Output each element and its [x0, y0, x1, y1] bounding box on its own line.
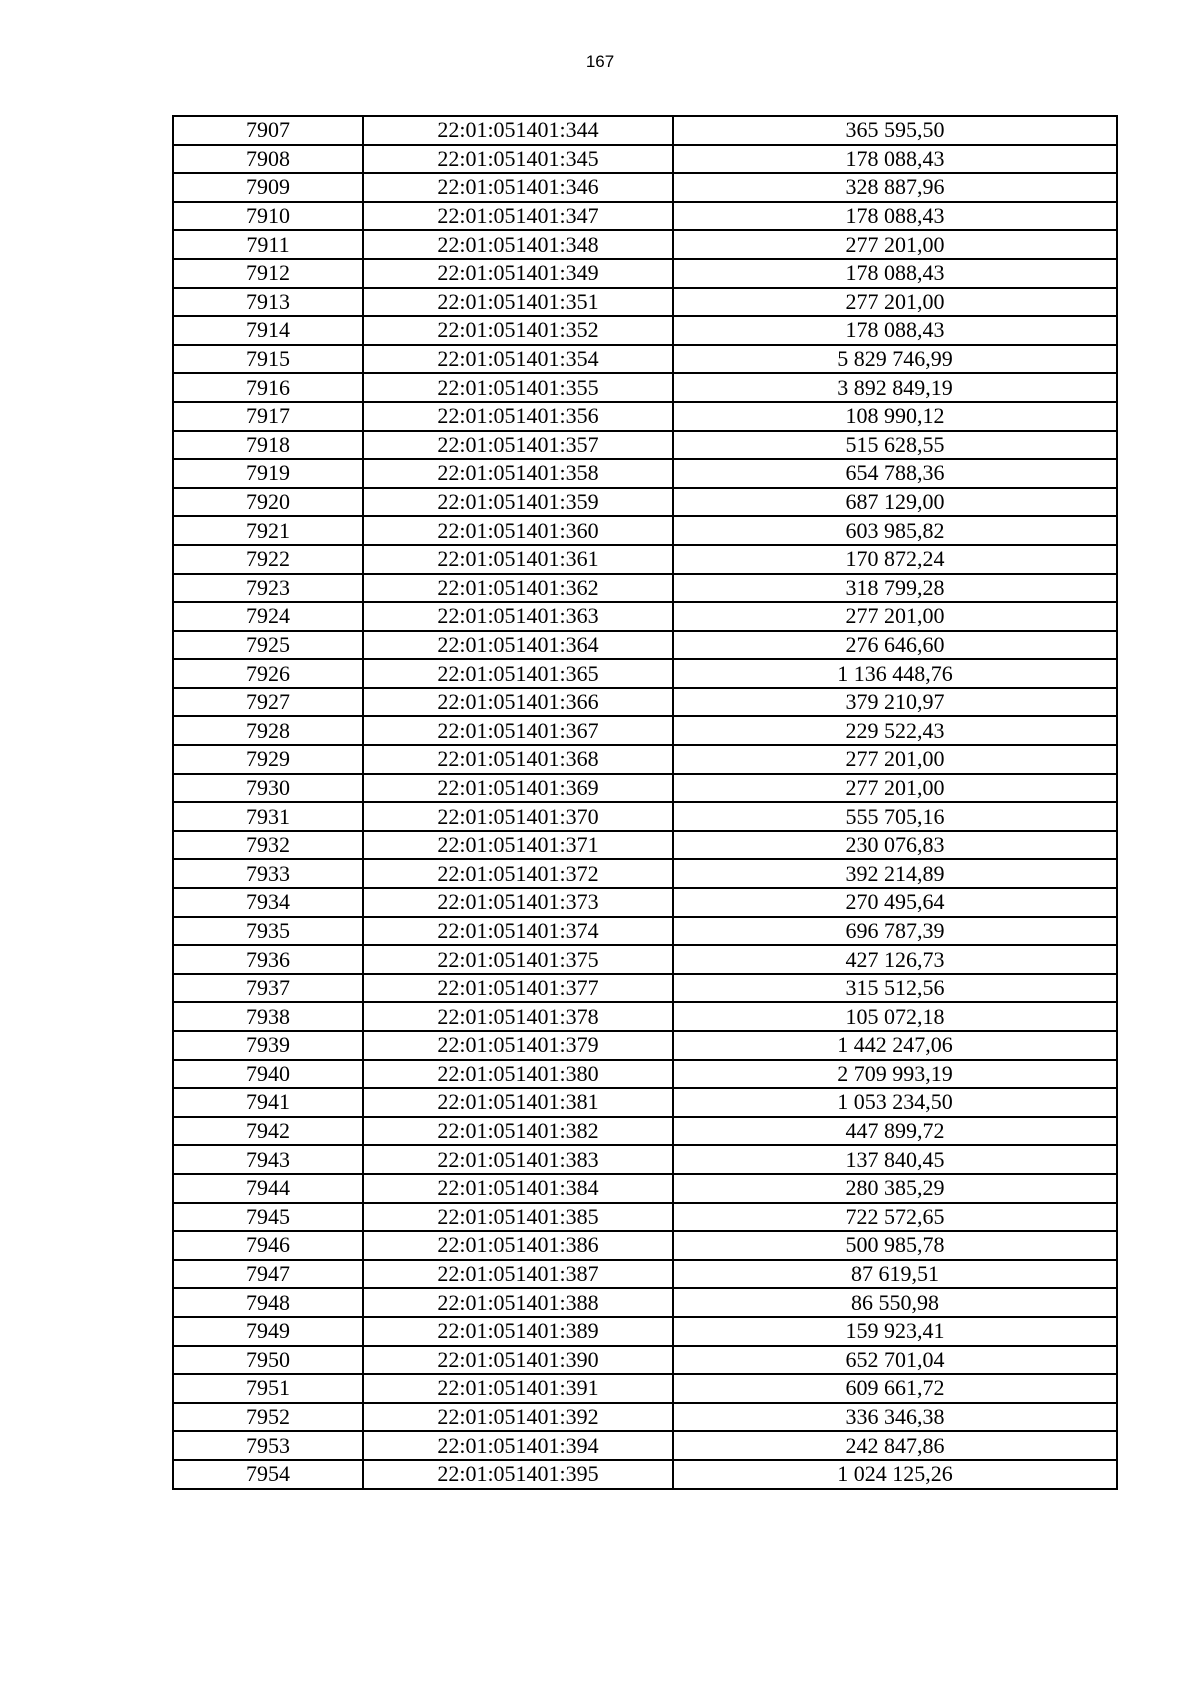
- value-cell: 277 201,00: [673, 230, 1117, 259]
- cadastral-number-cell: 22:01:051401:381: [363, 1088, 673, 1117]
- data-table: [172, 115, 1118, 1490]
- row-number-cell: 7909: [173, 173, 363, 202]
- row-number-cell: 7943: [173, 1145, 363, 1174]
- value-cell: 170 872,24: [673, 545, 1117, 574]
- value-cell: 1 024 125,26: [673, 1460, 1117, 1489]
- row-number-cell: 7928: [173, 716, 363, 745]
- value-cell: 687 129,00: [673, 488, 1117, 517]
- value-cell: 270 495,64: [673, 888, 1117, 917]
- cadastral-number-cell: 22:01:051401:346: [363, 173, 673, 202]
- value-cell: 276 646,60: [673, 631, 1117, 660]
- cadastral-number-cell: 22:01:051401:366: [363, 688, 673, 717]
- table-row: [173, 1088, 1117, 1117]
- row-number-cell: 7938: [173, 1002, 363, 1031]
- table-row: [173, 1346, 1117, 1375]
- cadastral-number-cell: 22:01:051401:394: [363, 1431, 673, 1460]
- value-cell: 654 788,36: [673, 459, 1117, 488]
- value-cell: 86 550,98: [673, 1288, 1117, 1317]
- cadastral-number-cell: 22:01:051401:390: [363, 1346, 673, 1375]
- cadastral-number-cell: 22:01:051401:373: [363, 888, 673, 917]
- table-row: [173, 1317, 1117, 1346]
- value-cell: 277 201,00: [673, 774, 1117, 803]
- row-number-cell: 7926: [173, 659, 363, 688]
- table-row: [173, 802, 1117, 831]
- table-row: [173, 859, 1117, 888]
- row-number-cell: 7922: [173, 545, 363, 574]
- value-cell: 1 442 247,06: [673, 1031, 1117, 1060]
- cadastral-number-cell: 22:01:051401:358: [363, 459, 673, 488]
- table-row: [173, 1231, 1117, 1260]
- table-row: [173, 145, 1117, 174]
- cadastral-number-cell: 22:01:051401:379: [363, 1031, 673, 1060]
- cadastral-number-cell: 22:01:051401:357: [363, 431, 673, 460]
- table-row: [173, 745, 1117, 774]
- cadastral-number-cell: 22:01:051401:345: [363, 145, 673, 174]
- cadastral-number-cell: 22:01:051401:383: [363, 1145, 673, 1174]
- value-cell: 336 346,38: [673, 1403, 1117, 1432]
- page-number: 167: [585, 52, 615, 71]
- row-number-cell: 7910: [173, 202, 363, 231]
- table-row: [173, 602, 1117, 631]
- cadastral-number-cell: 22:01:051401:378: [363, 1002, 673, 1031]
- value-cell: 108 990,12: [673, 402, 1117, 431]
- table-row: [173, 288, 1117, 317]
- value-cell: 178 088,43: [673, 259, 1117, 288]
- table-row: [173, 373, 1117, 402]
- table-row: [173, 974, 1117, 1003]
- value-cell: 178 088,43: [673, 145, 1117, 174]
- cadastral-number-cell: 22:01:051401:382: [363, 1117, 673, 1146]
- row-number-cell: 7953: [173, 1431, 363, 1460]
- row-number-cell: 7933: [173, 859, 363, 888]
- table-row: [173, 316, 1117, 345]
- table-row: [173, 917, 1117, 946]
- cadastral-number-cell: 22:01:051401:349: [363, 259, 673, 288]
- value-cell: 2 709 993,19: [673, 1060, 1117, 1089]
- table-row: [173, 116, 1117, 145]
- value-cell: 328 887,96: [673, 173, 1117, 202]
- cadastral-number-cell: 22:01:051401:380: [363, 1060, 673, 1089]
- row-number-cell: 7936: [173, 945, 363, 974]
- table-row: [173, 230, 1117, 259]
- cadastral-number-cell: 22:01:051401:359: [363, 488, 673, 517]
- table-row: [173, 459, 1117, 488]
- table-row: [173, 716, 1117, 745]
- value-cell: 5 829 746,99: [673, 345, 1117, 374]
- table-row: [173, 202, 1117, 231]
- cadastral-number-cell: 22:01:051401:352: [363, 316, 673, 345]
- table-row: [173, 402, 1117, 431]
- row-number-cell: 7950: [173, 1346, 363, 1375]
- row-number-cell: 7927: [173, 688, 363, 717]
- value-cell: 87 619,51: [673, 1260, 1117, 1289]
- cadastral-number-cell: 22:01:051401:367: [363, 716, 673, 745]
- table-row: [173, 1203, 1117, 1232]
- row-number-cell: 7931: [173, 802, 363, 831]
- table-row: [173, 774, 1117, 803]
- cadastral-number-cell: 22:01:051401:368: [363, 745, 673, 774]
- table-row: [173, 1060, 1117, 1089]
- cadastral-number-cell: 22:01:051401:387: [363, 1260, 673, 1289]
- cadastral-number-cell: 22:01:051401:395: [363, 1460, 673, 1489]
- row-number-cell: 7908: [173, 145, 363, 174]
- row-number-cell: 7925: [173, 631, 363, 660]
- cadastral-number-cell: 22:01:051401:365: [363, 659, 673, 688]
- table-row: [173, 1260, 1117, 1289]
- row-number-cell: 7919: [173, 459, 363, 488]
- cadastral-number-cell: 22:01:051401:347: [363, 202, 673, 231]
- value-cell: 696 787,39: [673, 917, 1117, 946]
- row-number-cell: 7944: [173, 1174, 363, 1203]
- row-number-cell: 7912: [173, 259, 363, 288]
- row-number-cell: 7939: [173, 1031, 363, 1060]
- table-row: [173, 1431, 1117, 1460]
- value-cell: 159 923,41: [673, 1317, 1117, 1346]
- value-cell: 229 522,43: [673, 716, 1117, 745]
- row-number-cell: 7924: [173, 602, 363, 631]
- cadastral-number-cell: 22:01:051401:360: [363, 516, 673, 545]
- row-number-cell: 7948: [173, 1288, 363, 1317]
- value-cell: 1 136 448,76: [673, 659, 1117, 688]
- row-number-cell: 7917: [173, 402, 363, 431]
- row-number-cell: 7920: [173, 488, 363, 517]
- table-row: [173, 574, 1117, 603]
- cadastral-number-cell: 22:01:051401:377: [363, 974, 673, 1003]
- table-row: [173, 431, 1117, 460]
- table-row: [173, 1117, 1117, 1146]
- value-cell: 365 595,50: [673, 116, 1117, 145]
- row-number-cell: 7907: [173, 116, 363, 145]
- cadastral-number-cell: 22:01:051401:354: [363, 345, 673, 374]
- cadastral-number-cell: 22:01:051401:348: [363, 230, 673, 259]
- value-cell: 609 661,72: [673, 1374, 1117, 1403]
- row-number-cell: 7921: [173, 516, 363, 545]
- value-cell: 277 201,00: [673, 288, 1117, 317]
- value-cell: 230 076,83: [673, 831, 1117, 860]
- row-number-cell: 7945: [173, 1203, 363, 1232]
- table-row: [173, 1174, 1117, 1203]
- table-row: [173, 1002, 1117, 1031]
- table-row: [173, 831, 1117, 860]
- value-cell: 137 840,45: [673, 1145, 1117, 1174]
- value-cell: 722 572,65: [673, 1203, 1117, 1232]
- row-number-cell: 7914: [173, 316, 363, 345]
- cadastral-number-cell: 22:01:051401:351: [363, 288, 673, 317]
- cadastral-number-cell: 22:01:051401:364: [363, 631, 673, 660]
- table-body: [173, 116, 1117, 1489]
- value-cell: 392 214,89: [673, 859, 1117, 888]
- row-number-cell: 7951: [173, 1374, 363, 1403]
- row-number-cell: 7954: [173, 1460, 363, 1489]
- row-number-cell: 7915: [173, 345, 363, 374]
- row-number-cell: 7941: [173, 1088, 363, 1117]
- row-number-cell: 7942: [173, 1117, 363, 1146]
- row-number-cell: 7916: [173, 373, 363, 402]
- table-row: [173, 631, 1117, 660]
- cadastral-number-cell: 22:01:051401:386: [363, 1231, 673, 1260]
- cadastral-number-cell: 22:01:051401:372: [363, 859, 673, 888]
- value-cell: 3 892 849,19: [673, 373, 1117, 402]
- table-row: [173, 1031, 1117, 1060]
- value-cell: 105 072,18: [673, 1002, 1117, 1031]
- cadastral-number-cell: 22:01:051401:392: [363, 1403, 673, 1432]
- cadastral-number-cell: 22:01:051401:361: [363, 545, 673, 574]
- value-cell: 515 628,55: [673, 431, 1117, 460]
- value-cell: 379 210,97: [673, 688, 1117, 717]
- cadastral-number-cell: 22:01:051401:344: [363, 116, 673, 145]
- cadastral-number-cell: 22:01:051401:388: [363, 1288, 673, 1317]
- cadastral-number-cell: 22:01:051401:375: [363, 945, 673, 974]
- row-number-cell: 7940: [173, 1060, 363, 1089]
- table-row: [173, 173, 1117, 202]
- value-cell: 427 126,73: [673, 945, 1117, 974]
- cadastral-number-cell: 22:01:051401:369: [363, 774, 673, 803]
- table-row: [173, 1460, 1117, 1489]
- value-cell: 277 201,00: [673, 745, 1117, 774]
- table-row: [173, 345, 1117, 374]
- cadastral-number-cell: 22:01:051401:362: [363, 574, 673, 603]
- row-number-cell: 7949: [173, 1317, 363, 1346]
- value-cell: 1 053 234,50: [673, 1088, 1117, 1117]
- row-number-cell: 7923: [173, 574, 363, 603]
- row-number-cell: 7946: [173, 1231, 363, 1260]
- row-number-cell: 7934: [173, 888, 363, 917]
- row-number-cell: 7947: [173, 1260, 363, 1289]
- table-row: [173, 488, 1117, 517]
- table-row: [173, 259, 1117, 288]
- row-number-cell: 7937: [173, 974, 363, 1003]
- cadastral-number-cell: 22:01:051401:363: [363, 602, 673, 631]
- value-cell: 280 385,29: [673, 1174, 1117, 1203]
- row-number-cell: 7932: [173, 831, 363, 860]
- row-number-cell: 7911: [173, 230, 363, 259]
- value-cell: 652 701,04: [673, 1346, 1117, 1375]
- table-row: [173, 1288, 1117, 1317]
- cadastral-number-cell: 22:01:051401:370: [363, 802, 673, 831]
- cadastral-number-cell: 22:01:051401:385: [363, 1203, 673, 1232]
- value-cell: 242 847,86: [673, 1431, 1117, 1460]
- table-row: [173, 516, 1117, 545]
- row-number-cell: 7918: [173, 431, 363, 460]
- table-row: [173, 545, 1117, 574]
- row-number-cell: 7913: [173, 288, 363, 317]
- value-cell: 318 799,28: [673, 574, 1117, 603]
- cadastral-number-cell: 22:01:051401:374: [363, 917, 673, 946]
- cadastral-number-cell: 22:01:051401:389: [363, 1317, 673, 1346]
- value-cell: 500 985,78: [673, 1231, 1117, 1260]
- cadastral-number-cell: 22:01:051401:384: [363, 1174, 673, 1203]
- table-row: [173, 945, 1117, 974]
- value-cell: 178 088,43: [673, 202, 1117, 231]
- cadastral-number-cell: 22:01:051401:356: [363, 402, 673, 431]
- row-number-cell: 7930: [173, 774, 363, 803]
- cadastral-number-cell: 22:01:051401:371: [363, 831, 673, 860]
- value-cell: 277 201,00: [673, 602, 1117, 631]
- cadastral-number-cell: 22:01:051401:391: [363, 1374, 673, 1403]
- table-row: [173, 1145, 1117, 1174]
- value-cell: 178 088,43: [673, 316, 1117, 345]
- table-row: [173, 888, 1117, 917]
- row-number-cell: 7929: [173, 745, 363, 774]
- cadastral-number-cell: 22:01:051401:355: [363, 373, 673, 402]
- value-cell: 603 985,82: [673, 516, 1117, 545]
- table-row: [173, 1403, 1117, 1432]
- row-number-cell: 7952: [173, 1403, 363, 1432]
- value-cell: 555 705,16: [673, 802, 1117, 831]
- table-row: [173, 659, 1117, 688]
- value-cell: 447 899,72: [673, 1117, 1117, 1146]
- row-number-cell: 7935: [173, 917, 363, 946]
- table-row: [173, 1374, 1117, 1403]
- table-row: [173, 688, 1117, 717]
- value-cell: 315 512,56: [673, 974, 1117, 1003]
